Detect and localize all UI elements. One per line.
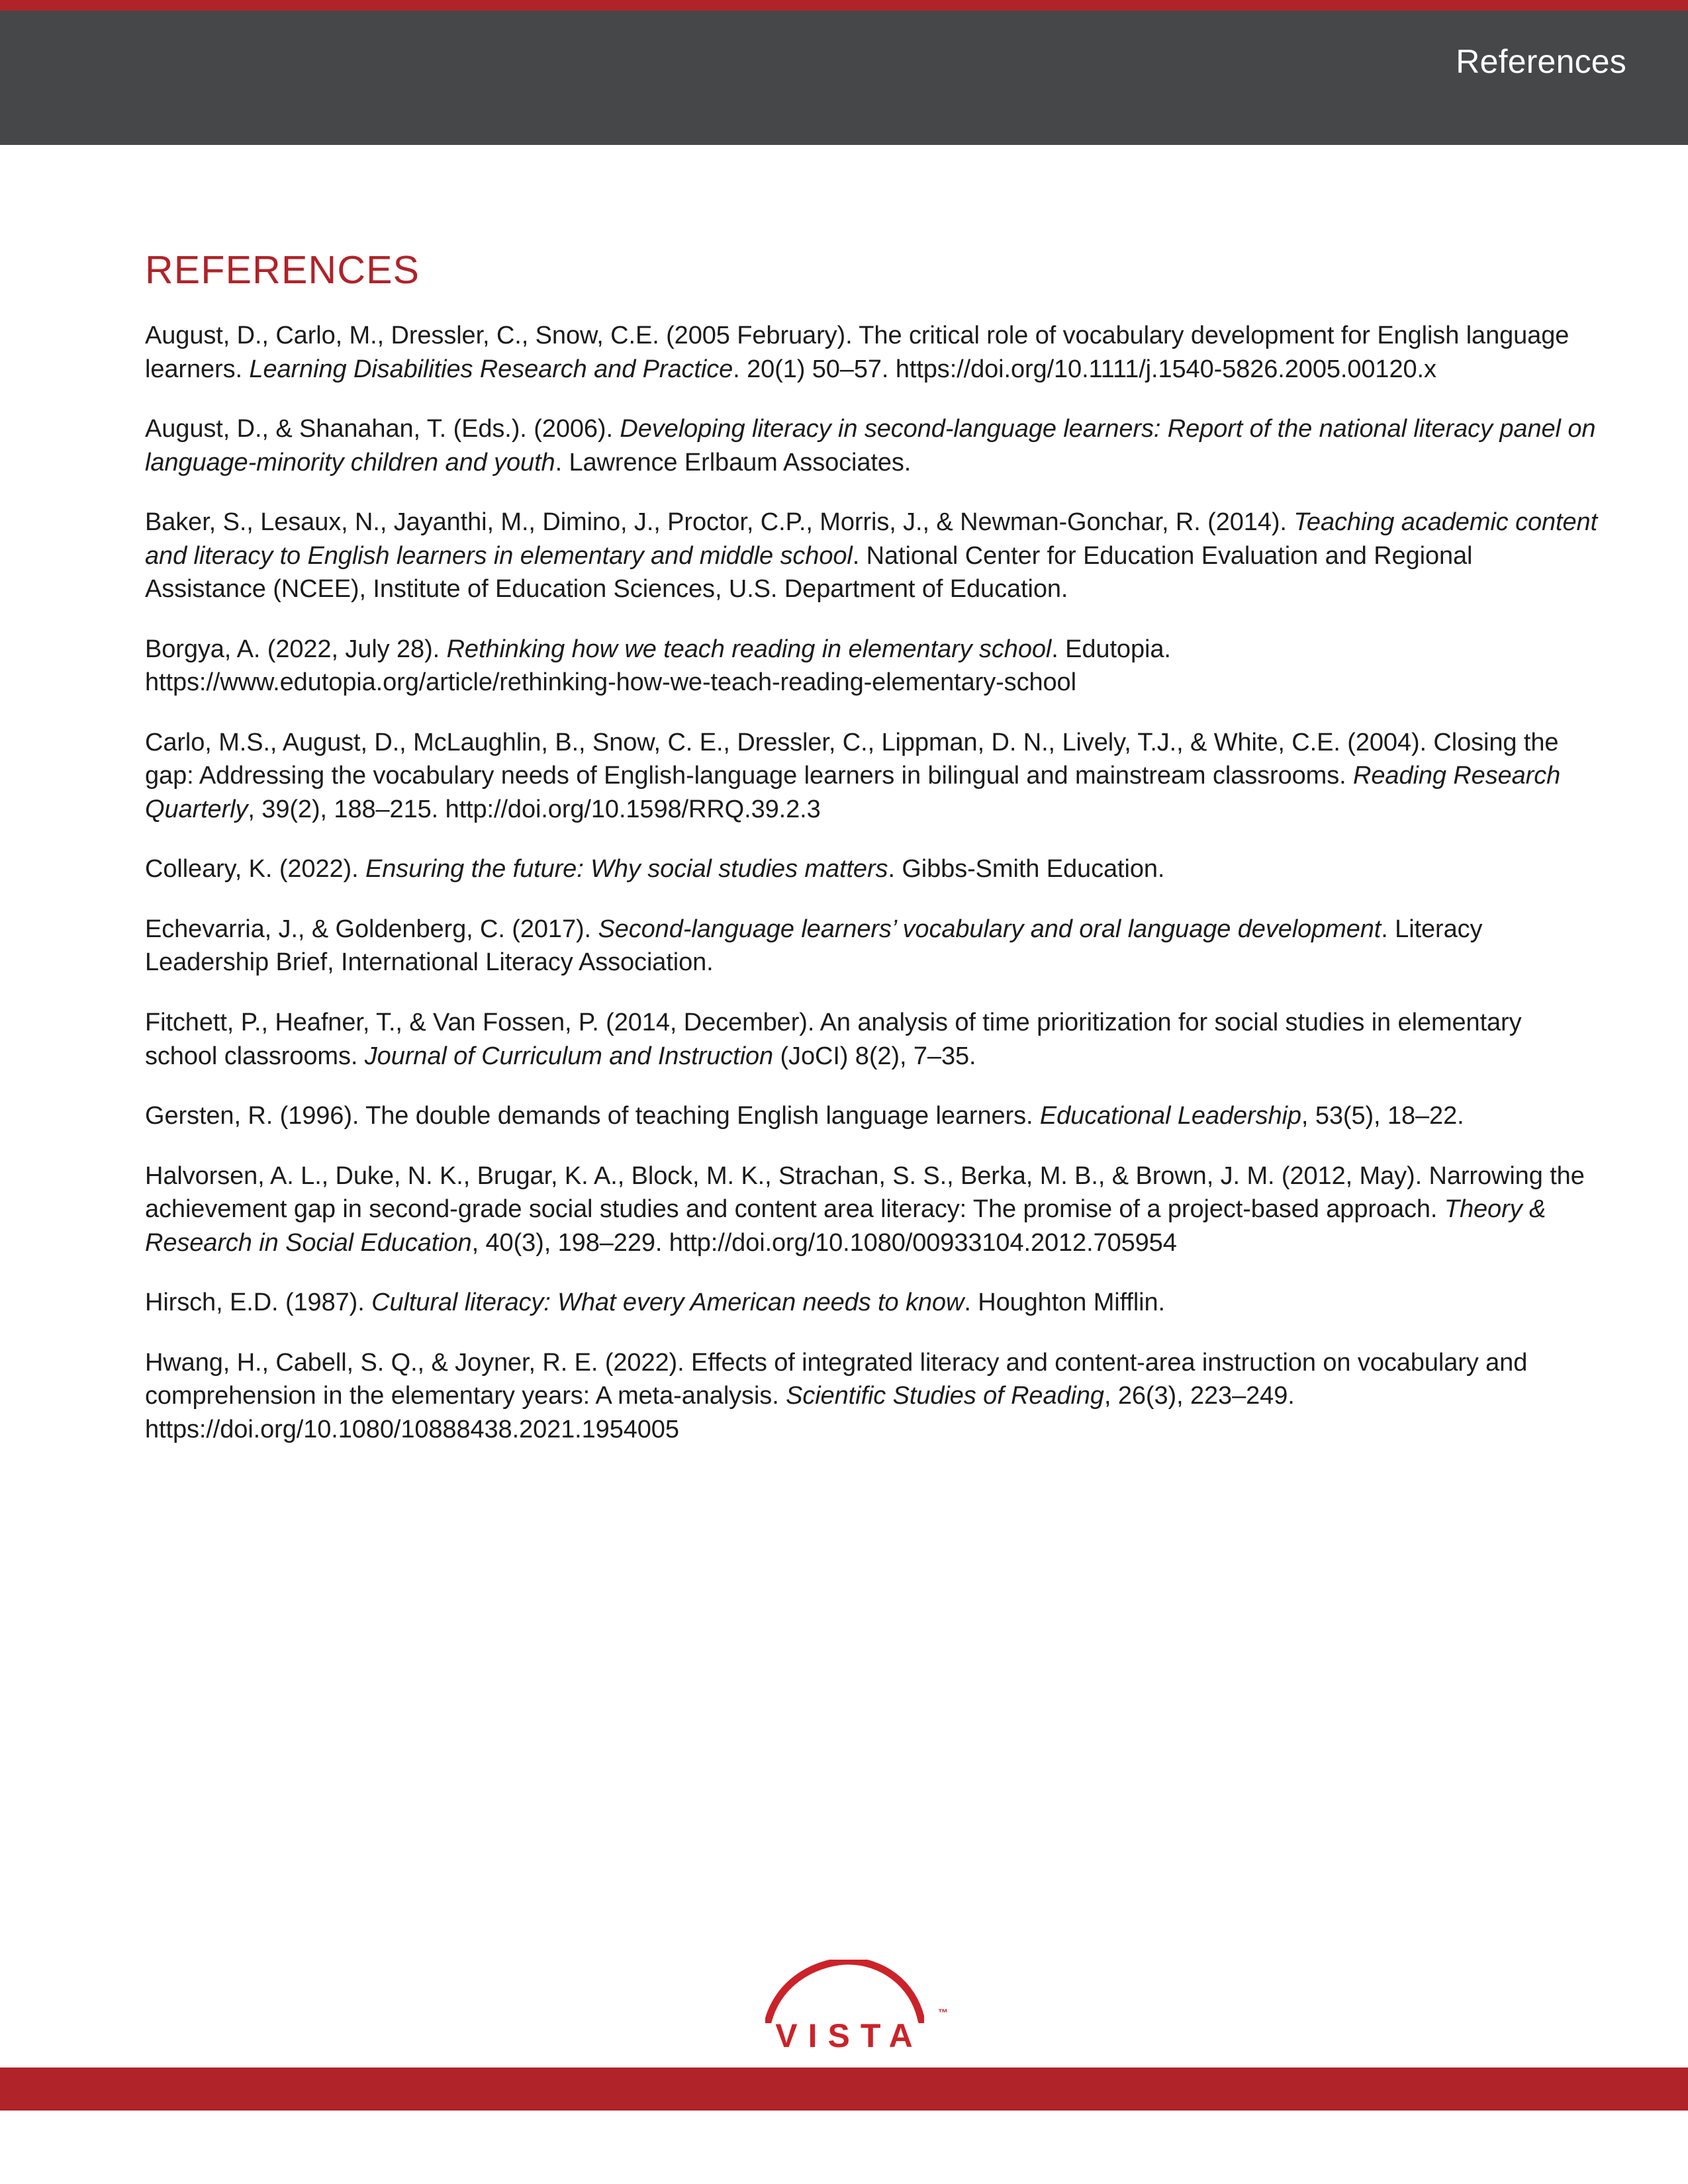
reference-entry	[145, 412, 1599, 479]
reference-title-italic: Rethinking how we teach reading in elementary school	[446, 635, 1052, 663]
reference-title-italic: Educational Leadership	[1039, 1102, 1301, 1130]
reference-title-italic: Learning Disabilities Research and Practice	[249, 355, 733, 383]
reference-text: Carlo, M.S., August, D., McLaughlin, B., Snow, C. E., Dressler, C., Lippman, D. N., Lively, T.J., & White, C.E. (2004). Closing the gap: Addressing the vocabulary needs of English-language learners in bilingual and mainstream classrooms.	[145, 728, 1559, 790]
header-title: References	[1456, 43, 1626, 80]
reference-title-italic: Developing literacy in second-language learners: Report of the national literacy panel on language-minority children and youth	[145, 415, 1596, 477]
reference-entry	[145, 506, 1599, 606]
reference-entry	[145, 1099, 1599, 1133]
arc-icon	[765, 1960, 924, 2023]
reference-title-italic: Second-language learners’ vocabulary and oral language development	[598, 915, 1382, 943]
reference-title-italic: Theory & Research in Social Education	[145, 1195, 1546, 1257]
reference-text: Gersten, R. (1996). The double demands of teaching English language learners.	[145, 1102, 1040, 1130]
reference-text: Borgya, A. (2022, July 28).	[145, 635, 447, 663]
brand-logo	[0, 1960, 1688, 2052]
reference-text: , 53(5), 18–22.	[1301, 1102, 1464, 1130]
footer-accent-bar	[0, 2068, 1688, 2111]
reference-text: Echevarria, J., & Goldenberg, C. (2017).	[145, 915, 598, 943]
reference-text: . Literacy Leadership Brief, International Literacy Association.	[145, 915, 1483, 977]
reference-text: . Houghton Mifflin.	[964, 1289, 1166, 1317]
reference-title-italic: Cultural literacy: What every American needs to know	[371, 1289, 964, 1317]
reference-entry	[145, 852, 1599, 886]
reference-text: . Edutopia. https://www.edutopia.org/article/rethinking-how-we-teach-reading-elementary-school	[145, 635, 1171, 697]
reference-entry	[145, 913, 1599, 979]
reference-text: Hwang, H., Cabell, S. Q., & Joyner, R. E. (2022). Effects of integrated literacy and content-area instruction on vocabulary and comprehension in the elementary years: A meta-analysis.	[145, 1348, 1528, 1410]
reference-entry	[145, 633, 1599, 700]
page-header-band	[0, 11, 1688, 145]
reference-text: , 39(2), 188–215. http://doi.org/10.1598/RRQ.39.2.3	[248, 795, 821, 823]
reference-title-italic: Journal of Curriculum and Instruction	[364, 1042, 774, 1070]
reference-text: Hirsch, E.D. (1987).	[145, 1289, 372, 1317]
reference-text: , 26(3), 223–249. https://doi.org/10.1080/10888438.2021.1954005	[145, 1382, 1295, 1443]
logo-wordmark: VISTA	[775, 2017, 923, 2054]
reference-entry	[145, 1286, 1599, 1320]
reference-entry	[145, 319, 1599, 386]
references-content	[145, 248, 1599, 1446]
reference-text: (JoCI) 8(2), 7–35.	[773, 1042, 976, 1070]
reference-title-italic: Reading Research Quarterly	[145, 762, 1561, 823]
reference-entry	[145, 726, 1599, 827]
reference-entry	[145, 1160, 1599, 1260]
reference-text: Fitchett, P., Heafner, T., & Van Fossen, P. (2014, December). An analysis of time prioritization for social studies in elementary school classrooms.	[145, 1008, 1522, 1070]
reference-text: August, D., Carlo, M., Dressler, C., Snow, C.E. (2005 February). The critical role of vocabulary development for English language learners.	[145, 322, 1570, 383]
reference-text: Colleary, K. (2022).	[145, 855, 365, 884]
reference-text: Baker, S., Lesaux, N., Jayanthi, M., Dimino, J., Proctor, C.P., Morris, J., & Newman-Gonchar, R. (2014).	[145, 508, 1294, 537]
reference-text: August, D., & Shanahan, T. (Eds.). (2006).	[145, 415, 620, 443]
reference-text: Halvorsen, A. L., Duke, N. K., Brugar, K. A., Block, M. K., Strachan, S. S., Berka, M. B., & Brown, J. M. (2012, May). Narrowing the achievement gap in second-grade social studies and content area literacy: The promise of a project-based approach.	[145, 1161, 1585, 1224]
reference-text: , 40(3), 198–229. http://doi.org/10.1080/00933104.2012.705954	[471, 1228, 1177, 1257]
reference-entry	[145, 1346, 1599, 1447]
reference-entry	[145, 1006, 1599, 1073]
reference-title-italic: Ensuring the future: Why social studies matters	[365, 855, 888, 884]
top-accent-bar	[0, 0, 1688, 11]
page-body	[0, 145, 1688, 2111]
page-title: REFERENCES	[145, 248, 420, 292]
reference-text: . Lawrence Erlbaum Associates.	[555, 448, 912, 477]
reference-text: . National Center for Education Evaluation and Regional Assistance (NCEE), Institute of Education Sciences, U.S. Department of Education.	[145, 541, 1473, 604]
reference-title-italic: Scientific Studies of Reading	[786, 1382, 1104, 1410]
references-list	[145, 319, 1599, 1446]
trademark-icon: ™	[938, 2007, 948, 2019]
reference-text: . Gibbs-Smith Education.	[888, 855, 1165, 884]
reference-title-italic: Teaching academic content and literacy to English learners in elementary and middle school	[145, 508, 1598, 570]
reference-text: . 20(1) 50–57. https://doi.org/10.1111/j.1540-5826.2005.00120.x	[733, 355, 1436, 383]
